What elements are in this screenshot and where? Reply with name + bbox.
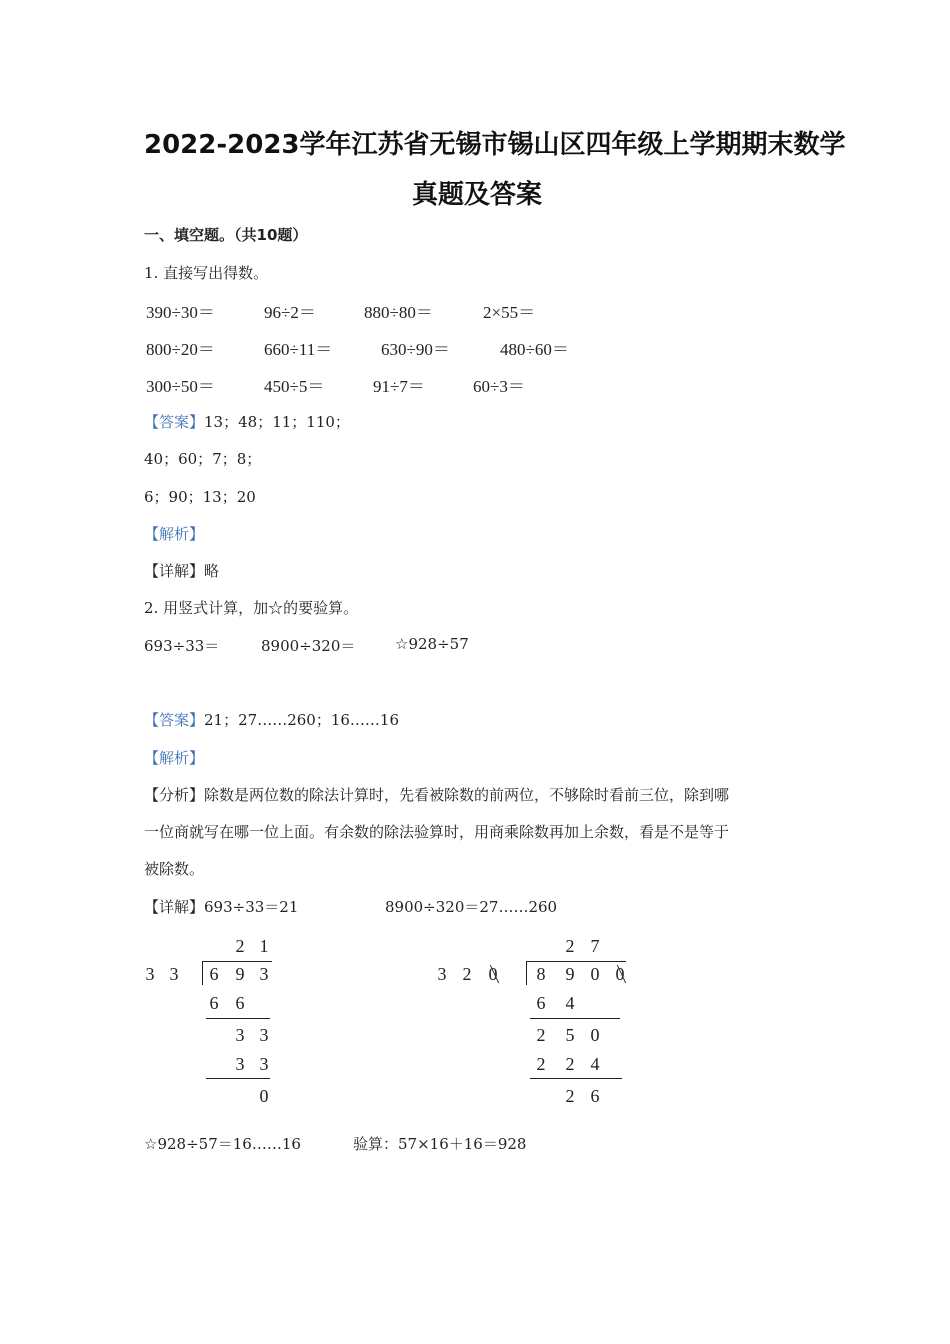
q1-eq: 450÷5＝	[264, 377, 325, 396]
ld2-step-digit: 6	[536, 993, 546, 1013]
q2-analysis-tag: 【解析】	[144, 749, 205, 767]
ld2-quotient-digit: 7	[590, 936, 600, 956]
q2-fenxi-line3: 被除数。	[144, 860, 205, 878]
q1-eq: 60÷3＝	[473, 377, 525, 396]
detail-tag: 【详解】	[144, 898, 205, 916]
ld2-dividend-digit: 8	[536, 964, 546, 984]
ld2-step-digit: 2	[565, 1054, 575, 1074]
ld1-step-digit: 6	[235, 993, 245, 1013]
section-heading: 一、填空题。（共10题）	[144, 226, 308, 244]
answer-text: 21；27……260；16……16	[204, 711, 399, 729]
q1-eq: 2×55＝	[483, 303, 536, 322]
q1-prompt: 1. 直接写出得数。	[144, 264, 269, 282]
q2-star-result: ☆928÷57＝16……16	[144, 1135, 301, 1153]
ld1-step-digit: 3	[235, 1054, 245, 1074]
q2-fenxi-line2: 一位商就写在哪一位上面。有余数的除法验算时，用商乘除数再加上余数，看是不是等于	[144, 823, 730, 841]
q2-problem: 693÷33＝	[144, 637, 220, 655]
q1-eq: 880÷80＝	[364, 303, 433, 322]
q2-prompt: 2. 用竖式计算，加☆的要验算。	[144, 599, 359, 617]
ld2-dividend-digit: 9	[565, 964, 575, 984]
q2-fenxi	[144, 784, 729, 805]
ld1-rule	[206, 1078, 270, 1079]
ld1-step-digit: 6	[209, 993, 219, 1013]
q2-detail	[144, 896, 298, 917]
q1-answer-line3: 6；90；13；20	[144, 488, 256, 506]
ld1-step-digit: 3	[259, 1054, 269, 1074]
ld1-step-digit: 3	[235, 1025, 245, 1045]
ld2-rule	[530, 1078, 622, 1079]
ld1-bracket	[202, 961, 203, 985]
q1-answer	[144, 411, 350, 432]
ld1-dividend-digit: 6	[209, 964, 219, 984]
ld1-divisor-digit: 3	[145, 964, 155, 984]
ld1-quotient-digit: 1	[259, 936, 269, 956]
ld1-rule	[206, 1018, 270, 1019]
ld2-step-digit: 2	[536, 1025, 546, 1045]
ld2-dividend-digit: 0	[590, 964, 600, 984]
ld2-dividend-digit: 0	[615, 964, 625, 984]
answer-text: 13；48；11；110；	[204, 413, 350, 431]
q1-eq: 480÷60＝	[500, 340, 569, 359]
q1-detail	[144, 560, 219, 581]
doc-title-line1: 2022-2023学年江苏省无锡市锡山区四年级上学期期末数学	[144, 130, 846, 160]
q1-eq: 300÷50＝	[146, 377, 215, 396]
answer-tag: 【答案】	[144, 711, 205, 729]
fenxi-tag: 【分析】	[144, 786, 205, 804]
ld2-quotient-digit: 2	[565, 936, 575, 956]
ld2-divisor-digit: 3	[437, 964, 447, 984]
ld1-dividend-digit: 9	[235, 964, 245, 984]
ld2-step-digit: 4	[565, 993, 575, 1013]
ld2-divisor-digit: 0	[488, 964, 498, 984]
q1-eq: 800÷20＝	[146, 340, 215, 359]
q1-answer-line2: 40；60；7；8；	[144, 450, 262, 468]
q1-eq: 630÷90＝	[381, 340, 450, 359]
q1-analysis-tag: 【解析】	[144, 525, 205, 543]
doc-title-line2: 真题及答案	[412, 180, 543, 210]
q2-check: 验算：57×16＋16＝928	[353, 1135, 527, 1153]
detail-tag: 【详解】	[144, 562, 205, 580]
ld2-bracket	[526, 961, 527, 985]
ld2-step-digit: 5	[565, 1025, 575, 1045]
ld2-step-digit: 4	[590, 1054, 600, 1074]
q2-answer	[144, 709, 399, 730]
ld1-divisor-digit: 3	[169, 964, 179, 984]
detail-text: 略	[204, 562, 220, 580]
ld1-vinculum	[202, 961, 272, 962]
q1-eq: 390÷30＝	[146, 303, 215, 322]
q2-detail-eq2: 8900÷320＝27……260	[385, 898, 558, 916]
ld2-remainder-digit: 6	[590, 1086, 600, 1106]
ld1-step-digit: 3	[259, 1025, 269, 1045]
q1-eq: 660÷11＝	[264, 340, 333, 359]
ld2-step-digit: 0	[590, 1025, 600, 1045]
ld2-divisor-digit: 2	[462, 964, 472, 984]
q1-eq: 91÷7＝	[373, 377, 425, 396]
detail-eq1: 693÷33＝21	[204, 898, 299, 916]
q1-eq: 96÷2＝	[264, 303, 316, 322]
ld2-rule	[530, 1018, 620, 1019]
ld1-remainder: 0	[259, 1086, 269, 1106]
q2-problem: 8900÷320＝	[261, 637, 356, 655]
ld1-quotient-digit: 2	[235, 936, 245, 956]
ld2-remainder-digit: 2	[565, 1086, 575, 1106]
ld2-step-digit: 2	[536, 1054, 546, 1074]
q2-problem: ☆928÷57	[395, 635, 469, 653]
answer-tag: 【答案】	[144, 413, 205, 431]
ld2-vinculum	[526, 961, 626, 962]
ld1-dividend-digit: 3	[259, 964, 269, 984]
fenxi-text: 除数是两位数的除法计算时，先看被除数的前两位，不够除时看前三位，除到哪	[204, 786, 730, 804]
